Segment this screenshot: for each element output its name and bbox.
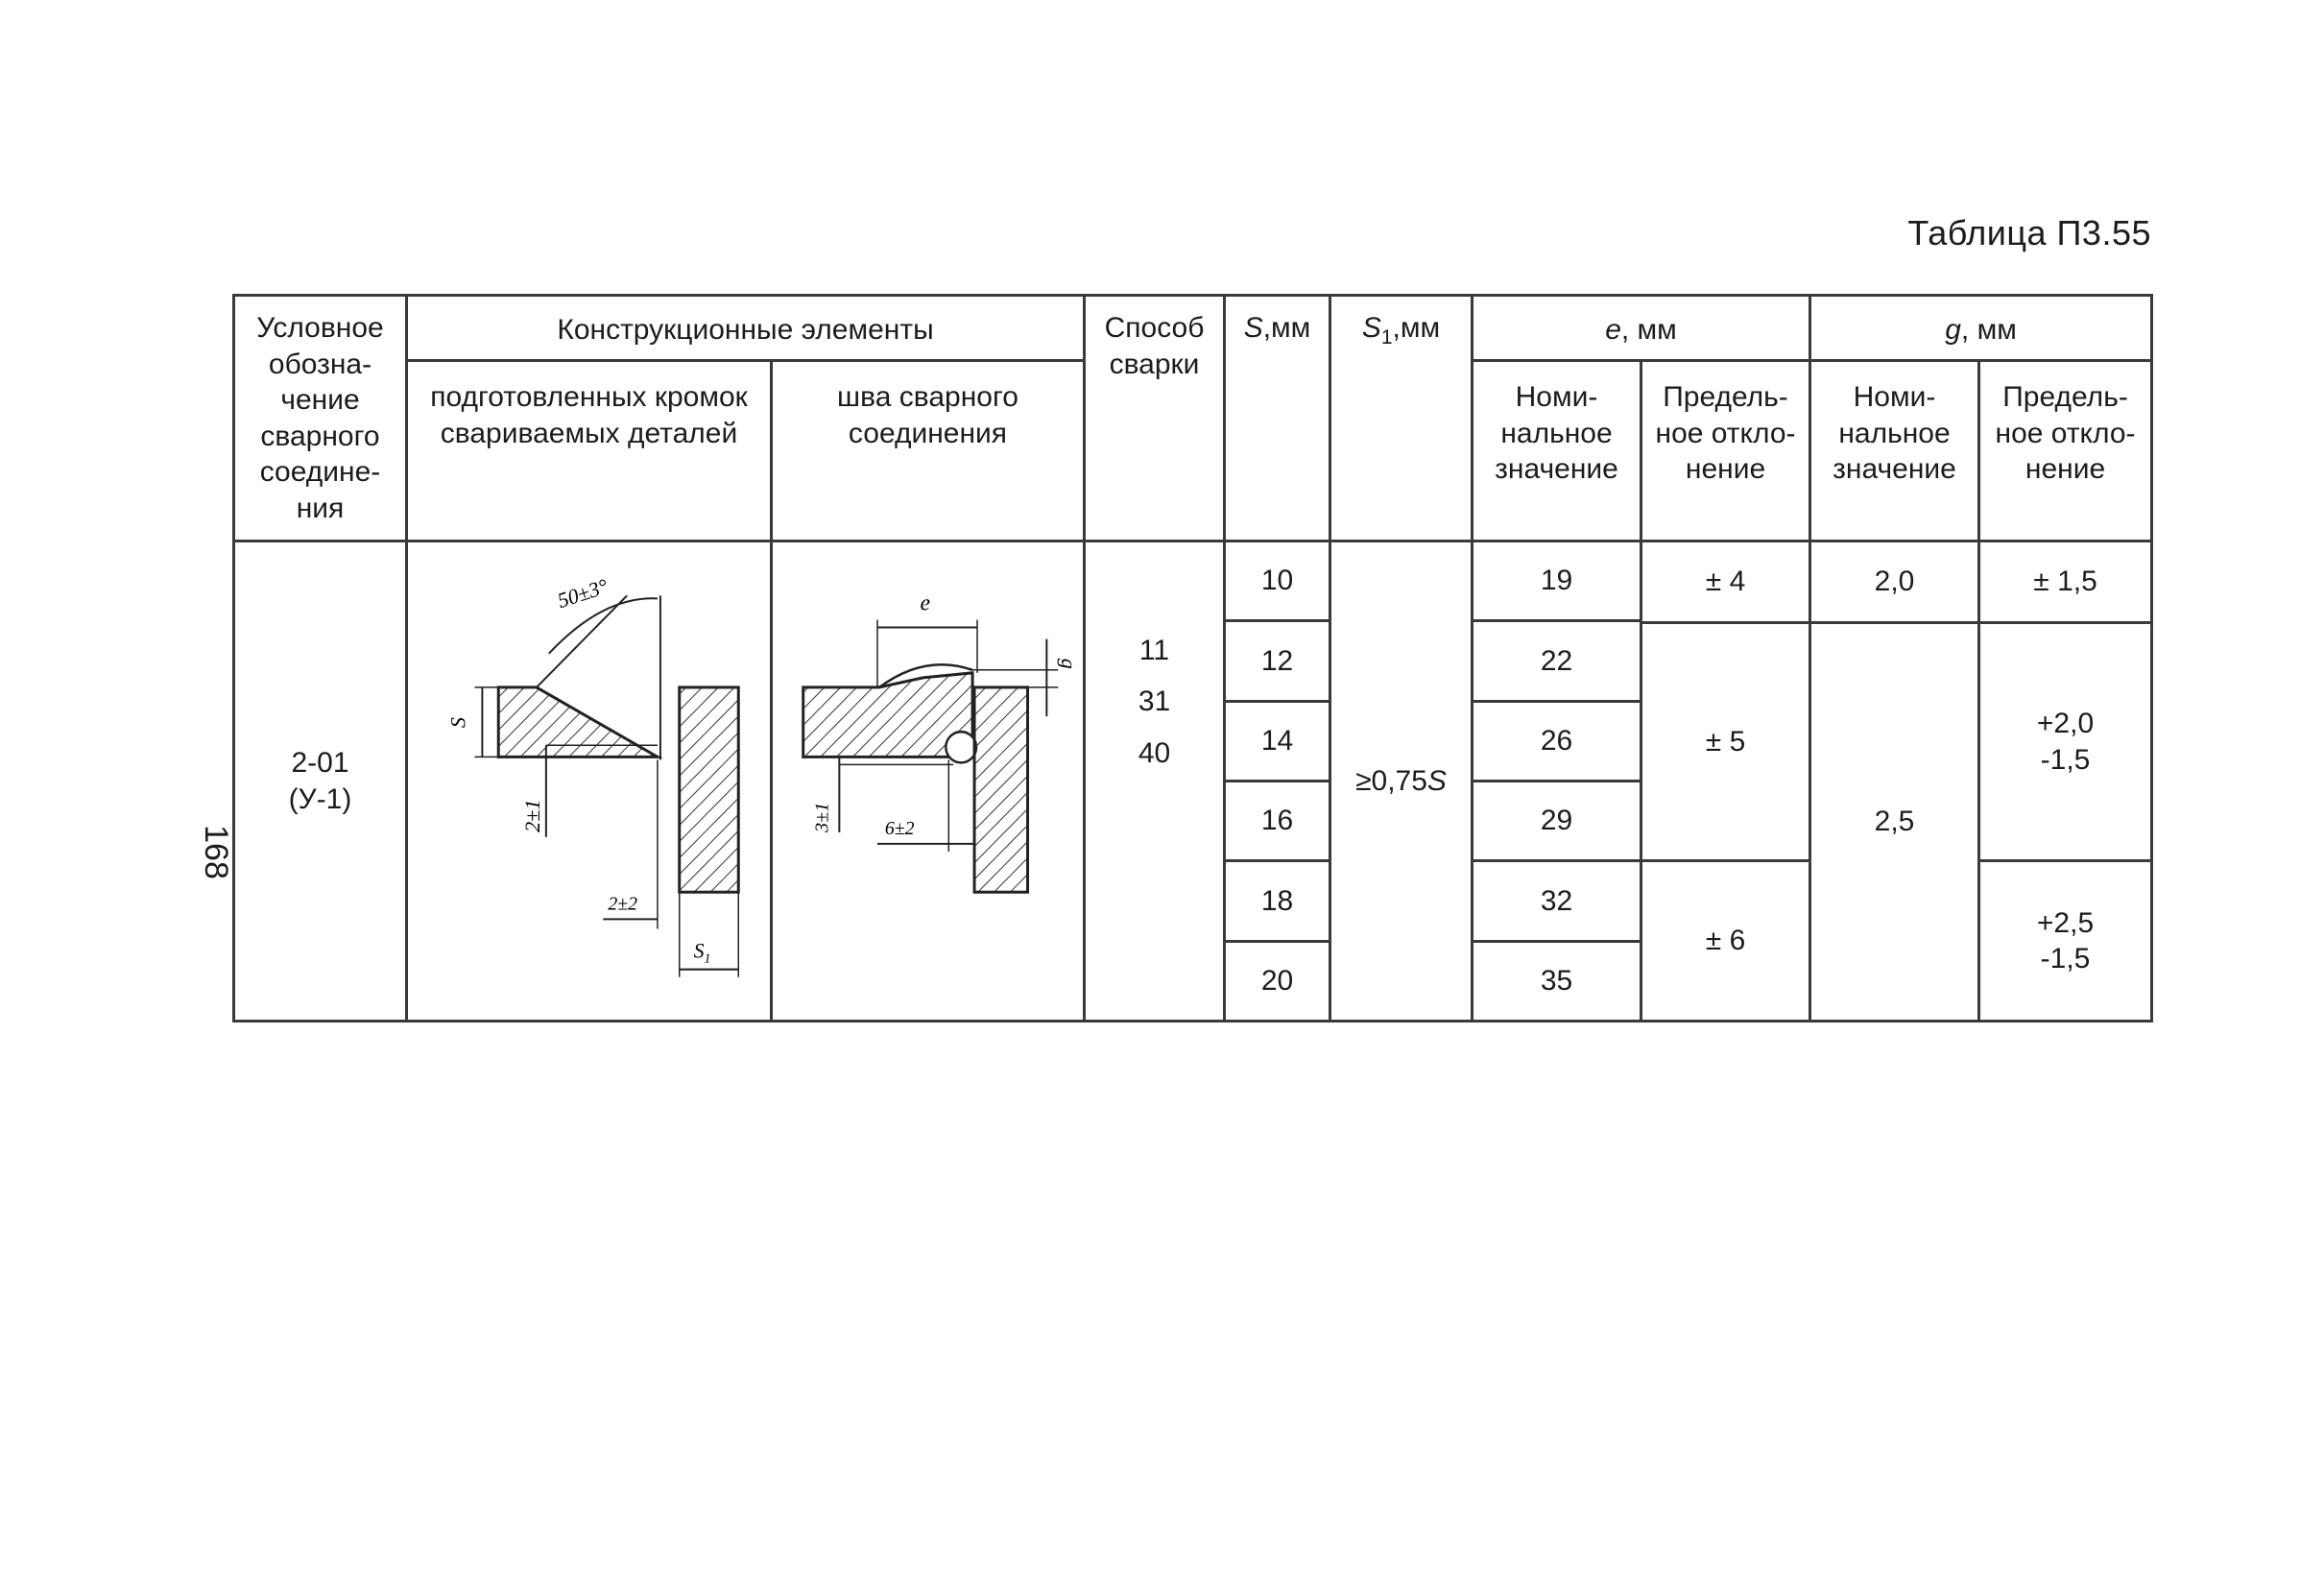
g-tolerance-minus: -1,5 [2040,943,2091,975]
header-e-unit: , мм [1620,313,1677,346]
header-s1-unit: ,мм [1392,312,1441,344]
designation-cell [234,541,407,1022]
g-tolerance-cell [1979,541,2152,1022]
header-g-unit: , мм [1960,313,2017,346]
header-e [1473,296,1810,361]
s1-value-var: S [1426,764,1447,797]
g-tolerance-minus: -1,5 [2040,743,2091,776]
s-value: 16 [1226,782,1329,862]
angle-label: 50±3° [554,573,611,614]
header-prepared-edges: подготовленных кромок свариваемых деталей [407,361,772,541]
method-value: 31 [1138,686,1171,718]
welding-method-cell [1085,541,1225,1022]
g-tolerance-plus: +2,5 [2036,906,2095,939]
e-nominal-value: 29 [1473,782,1640,862]
beveled-plate [498,687,658,757]
header-g [1810,296,2152,361]
header-g-nominal: Номи-нальное значение [1810,361,1979,541]
gap-dim-label: 2±2 [608,893,638,915]
e-nominal-value: 26 [1473,703,1640,782]
weld-seam-drawing-cell [772,541,1085,1022]
header-s-unit: ,мм [1262,312,1311,344]
prepared-edges-drawing [408,542,770,1020]
header-structural-elements: Конструкционные элементы [407,296,1085,361]
s-dim-label: S [445,717,470,729]
s1-dim-sub: 1 [704,951,711,967]
e-nominal-value: 22 [1473,622,1640,702]
g-nominal-cell [1810,541,1979,1022]
e-tolerance-value: ± 6 [1705,925,1746,957]
header-e-var: e [1605,313,1621,346]
s-value: 14 [1226,703,1329,782]
e-nominal-value: 32 [1473,862,1640,942]
s1-value-cell [1330,541,1473,1022]
header-weld-seam: шва сварного соединения [772,361,1085,541]
g-tolerance-plus: ± 1,5 [2033,565,2097,598]
e-tolerance-value: ± 4 [1642,542,1809,624]
header-e-tolerance: Предель-ное откло-нение [1641,361,1810,541]
root-dim-label: 2±1 [520,799,544,832]
designation-alt: (У-1) [288,782,352,815]
e-tolerance-value: ± 5 [1642,624,1809,863]
weld-root [946,732,976,762]
header-g-var: g [1945,313,1961,346]
g-tolerance-plus: +2,0 [2036,708,2095,740]
g-tolerance-value [1980,862,2150,1020]
s-values-cell [1225,541,1330,1022]
method-value: 40 [1138,736,1171,769]
e-nominal-cell [1473,541,1641,1022]
g-nominal-value: 2,5 [1874,806,1915,838]
weld-seam-drawing [773,542,1083,1020]
header-s-var: S [1243,312,1263,344]
e-nominal-value: 19 [1473,542,1640,622]
header-g-tolerance: Предель-ное откло-нение [1979,361,2152,541]
g-tolerance-value [1980,542,2150,624]
page-number: 168 [197,825,234,879]
s1-value-prefix: ≥0,75 [1355,764,1427,797]
g-tolerance-value [1980,624,2150,863]
bevel-line [537,595,627,687]
header-s1 [1330,296,1473,541]
vertical-plate [680,687,739,892]
header-e-nominal: Номи-нальное значение [1473,361,1641,541]
g-nominal-value: 2,0 [1811,542,1977,624]
root-depth-label: 3±1 [811,802,833,832]
e-dim-label: e [920,590,931,616]
weld-vertical-plate [974,687,1027,892]
designation-code: 2-01 [291,747,349,779]
s1-dim-label [694,938,711,966]
weld-joint-table [232,294,2153,1023]
e-tolerance-cell [1641,541,1810,1022]
header-designation: Условное обозна-чение сварного соедине-ния [234,296,407,541]
table-caption: Таблица П3.55 [1907,213,2151,253]
g-dim-label: g [1057,658,1082,669]
header-welding-method: Способ сварки [1085,296,1225,541]
method-value: 11 [1138,635,1170,666]
s-value: 18 [1226,862,1329,942]
root-width-label: 6±2 [884,817,915,839]
s-value: 10 [1226,542,1329,622]
header-s [1225,296,1330,541]
header-s1-var: S [1361,312,1381,344]
header-s1-sub: 1 [1380,326,1393,349]
prepared-edges-drawing-cell [407,541,772,1022]
s-value: 20 [1260,965,1294,998]
s1-dim-var: S [693,938,705,963]
e-nominal-value: 35 [1540,965,1573,998]
s-value: 12 [1226,622,1329,702]
